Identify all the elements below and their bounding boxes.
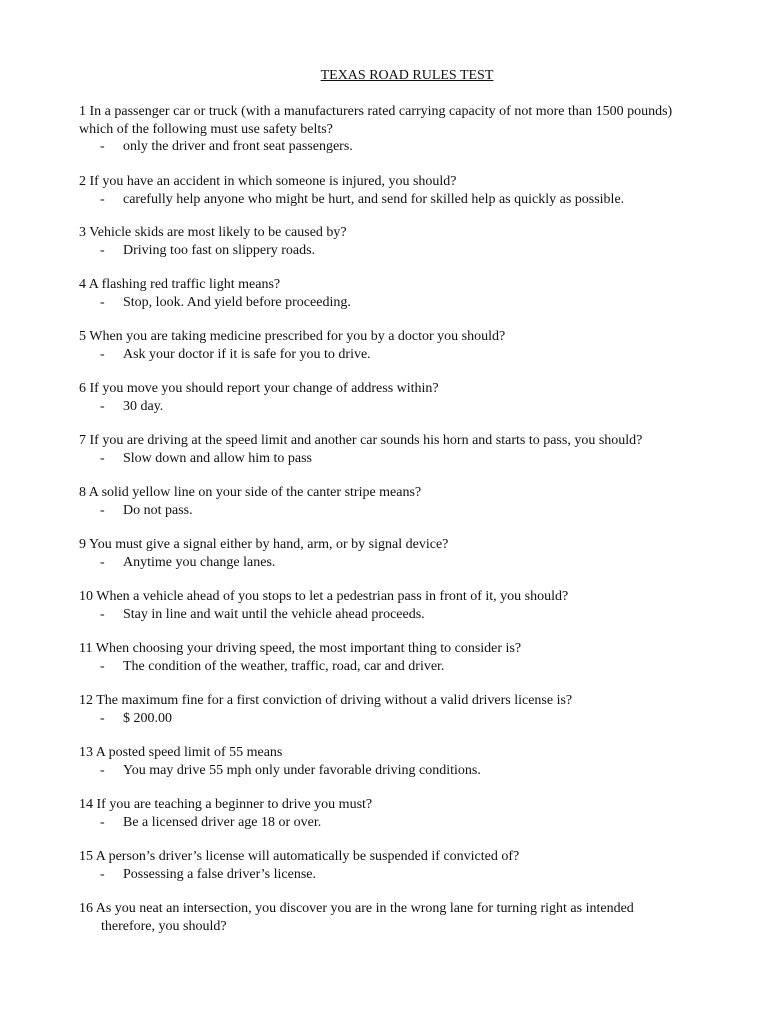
question-text: 12 The maximum fine for a first conviction of driving without a valid drivers license is? (79, 693, 573, 708)
bullet-dash: - (100, 294, 105, 310)
answer-text: Possessing a false driver’s license. (123, 866, 316, 882)
question-text: 3 Vehicle skids are most likely to be caused by? (79, 225, 347, 240)
answer-text: Stay in line and wait until the vehicle ahead proceeds. (123, 606, 425, 622)
question-text: 6 If you move you should report your change of address within? (79, 381, 439, 396)
answer-line (79, 450, 739, 468)
question-text: 7 If you are driving at the speed limit and another car sounds his horn and starts to pass, you should? (79, 433, 643, 448)
question-item (79, 744, 739, 779)
answer-text: You may drive 55 mph only under favorable driving conditions. (123, 762, 481, 778)
question-item (79, 276, 739, 311)
answer-text: only the driver and front seat passengers. (123, 139, 353, 154)
answer-line (79, 294, 739, 312)
bullet-dash: - (100, 606, 105, 622)
question-text: 10 When a vehicle ahead of you stops to let a pedestrian pass in front of it, you should? (79, 589, 569, 604)
question-text: 1 In a passenger car or truck (with a manufacturers rated carrying capacity of not more than 1500 pounds) (79, 104, 673, 119)
bullet-dash: - (100, 139, 105, 154)
question-text: 15 A person’s driver’s license will automatically be suspended if convicted of? (79, 849, 520, 864)
bullet-dash: - (100, 398, 105, 414)
answer-text: Slow down and allow him to pass (123, 450, 312, 466)
question-text: 11 When choosing your driving speed, the most important thing to consider is? (79, 641, 522, 656)
answer-line (79, 138, 739, 156)
answer-text: Do not pass. (123, 502, 193, 518)
answer-line (79, 191, 739, 209)
question-item (79, 224, 739, 259)
question-item (79, 173, 739, 208)
bullet-dash: - (100, 710, 105, 726)
bullet-dash: - (100, 866, 105, 882)
question-text: 4 A flashing red traffic light means? (79, 277, 281, 292)
question-item (79, 432, 739, 467)
answer-text: Ask your doctor if it is safe for you to drive. (123, 346, 371, 362)
answer-line (79, 554, 739, 572)
question-item (79, 640, 739, 675)
question-item (79, 328, 739, 363)
answer-line (79, 346, 739, 364)
question-text: which of the following must use safety belts? (79, 121, 333, 137)
answer-line (79, 762, 739, 780)
bullet-dash: - (100, 450, 105, 466)
answer-text: Anytime you change lanes. (123, 554, 276, 570)
question-text: 13 A posted speed limit of 55 means (79, 745, 283, 760)
question-item (79, 588, 739, 623)
answer-line (79, 658, 739, 676)
answer-text: Be a licensed driver age 18 or over. (123, 814, 322, 830)
answer-line (79, 606, 739, 624)
answer-text: Driving too fast on slippery roads. (123, 242, 316, 258)
question-item (79, 848, 739, 883)
question-item (79, 796, 739, 831)
bullet-dash: - (100, 554, 105, 570)
answer-text: $ 200.00 (123, 710, 172, 726)
bullet-dash: - (100, 658, 105, 674)
answer-line (79, 866, 739, 884)
bullet-dash: - (100, 814, 105, 830)
answer-line (79, 814, 739, 832)
question-item (79, 484, 739, 519)
bullet-dash: - (100, 191, 105, 207)
answer-line (79, 398, 739, 416)
bullet-dash: - (100, 502, 105, 518)
answer-text: 30 day. (123, 398, 164, 414)
bullet-dash: - (100, 346, 105, 362)
bullet-dash: - (100, 762, 105, 778)
question-text: 9 You must give a signal either by hand, arm, or by signal device? (79, 537, 449, 552)
question-text: therefore, you should? (101, 918, 227, 934)
answer-line (79, 502, 739, 520)
question-text: 5 When you are taking medicine prescribed for you by a doctor you should? (79, 329, 506, 344)
question-item (79, 103, 739, 156)
answer-text: carefully help anyone who might be hurt, and send for skilled help as quickly as possible. (123, 191, 625, 207)
question-item (79, 900, 739, 935)
question-item (79, 380, 739, 415)
page-title: TEXAS ROAD RULES TEST (320, 68, 494, 83)
question-item (79, 692, 739, 727)
question-text: 14 If you are teaching a beginner to drive you must? (79, 797, 373, 812)
question-item (79, 536, 739, 571)
bullet-dash: - (100, 242, 105, 258)
question-text: 16 As you neat an intersection, you discover you are in the wrong lane for turning right as intended (79, 901, 634, 916)
answer-text: Stop, look. And yield before proceeding. (123, 294, 351, 310)
answer-line (79, 710, 739, 728)
question-text: 8 A solid yellow line on your side of the canter stripe means? (79, 485, 422, 500)
answer-line (79, 242, 739, 260)
answer-text: The condition of the weather, traffic, road, car and driver. (123, 658, 445, 674)
question-text: 2 If you have an accident in which someone is injured, you should? (79, 174, 457, 189)
